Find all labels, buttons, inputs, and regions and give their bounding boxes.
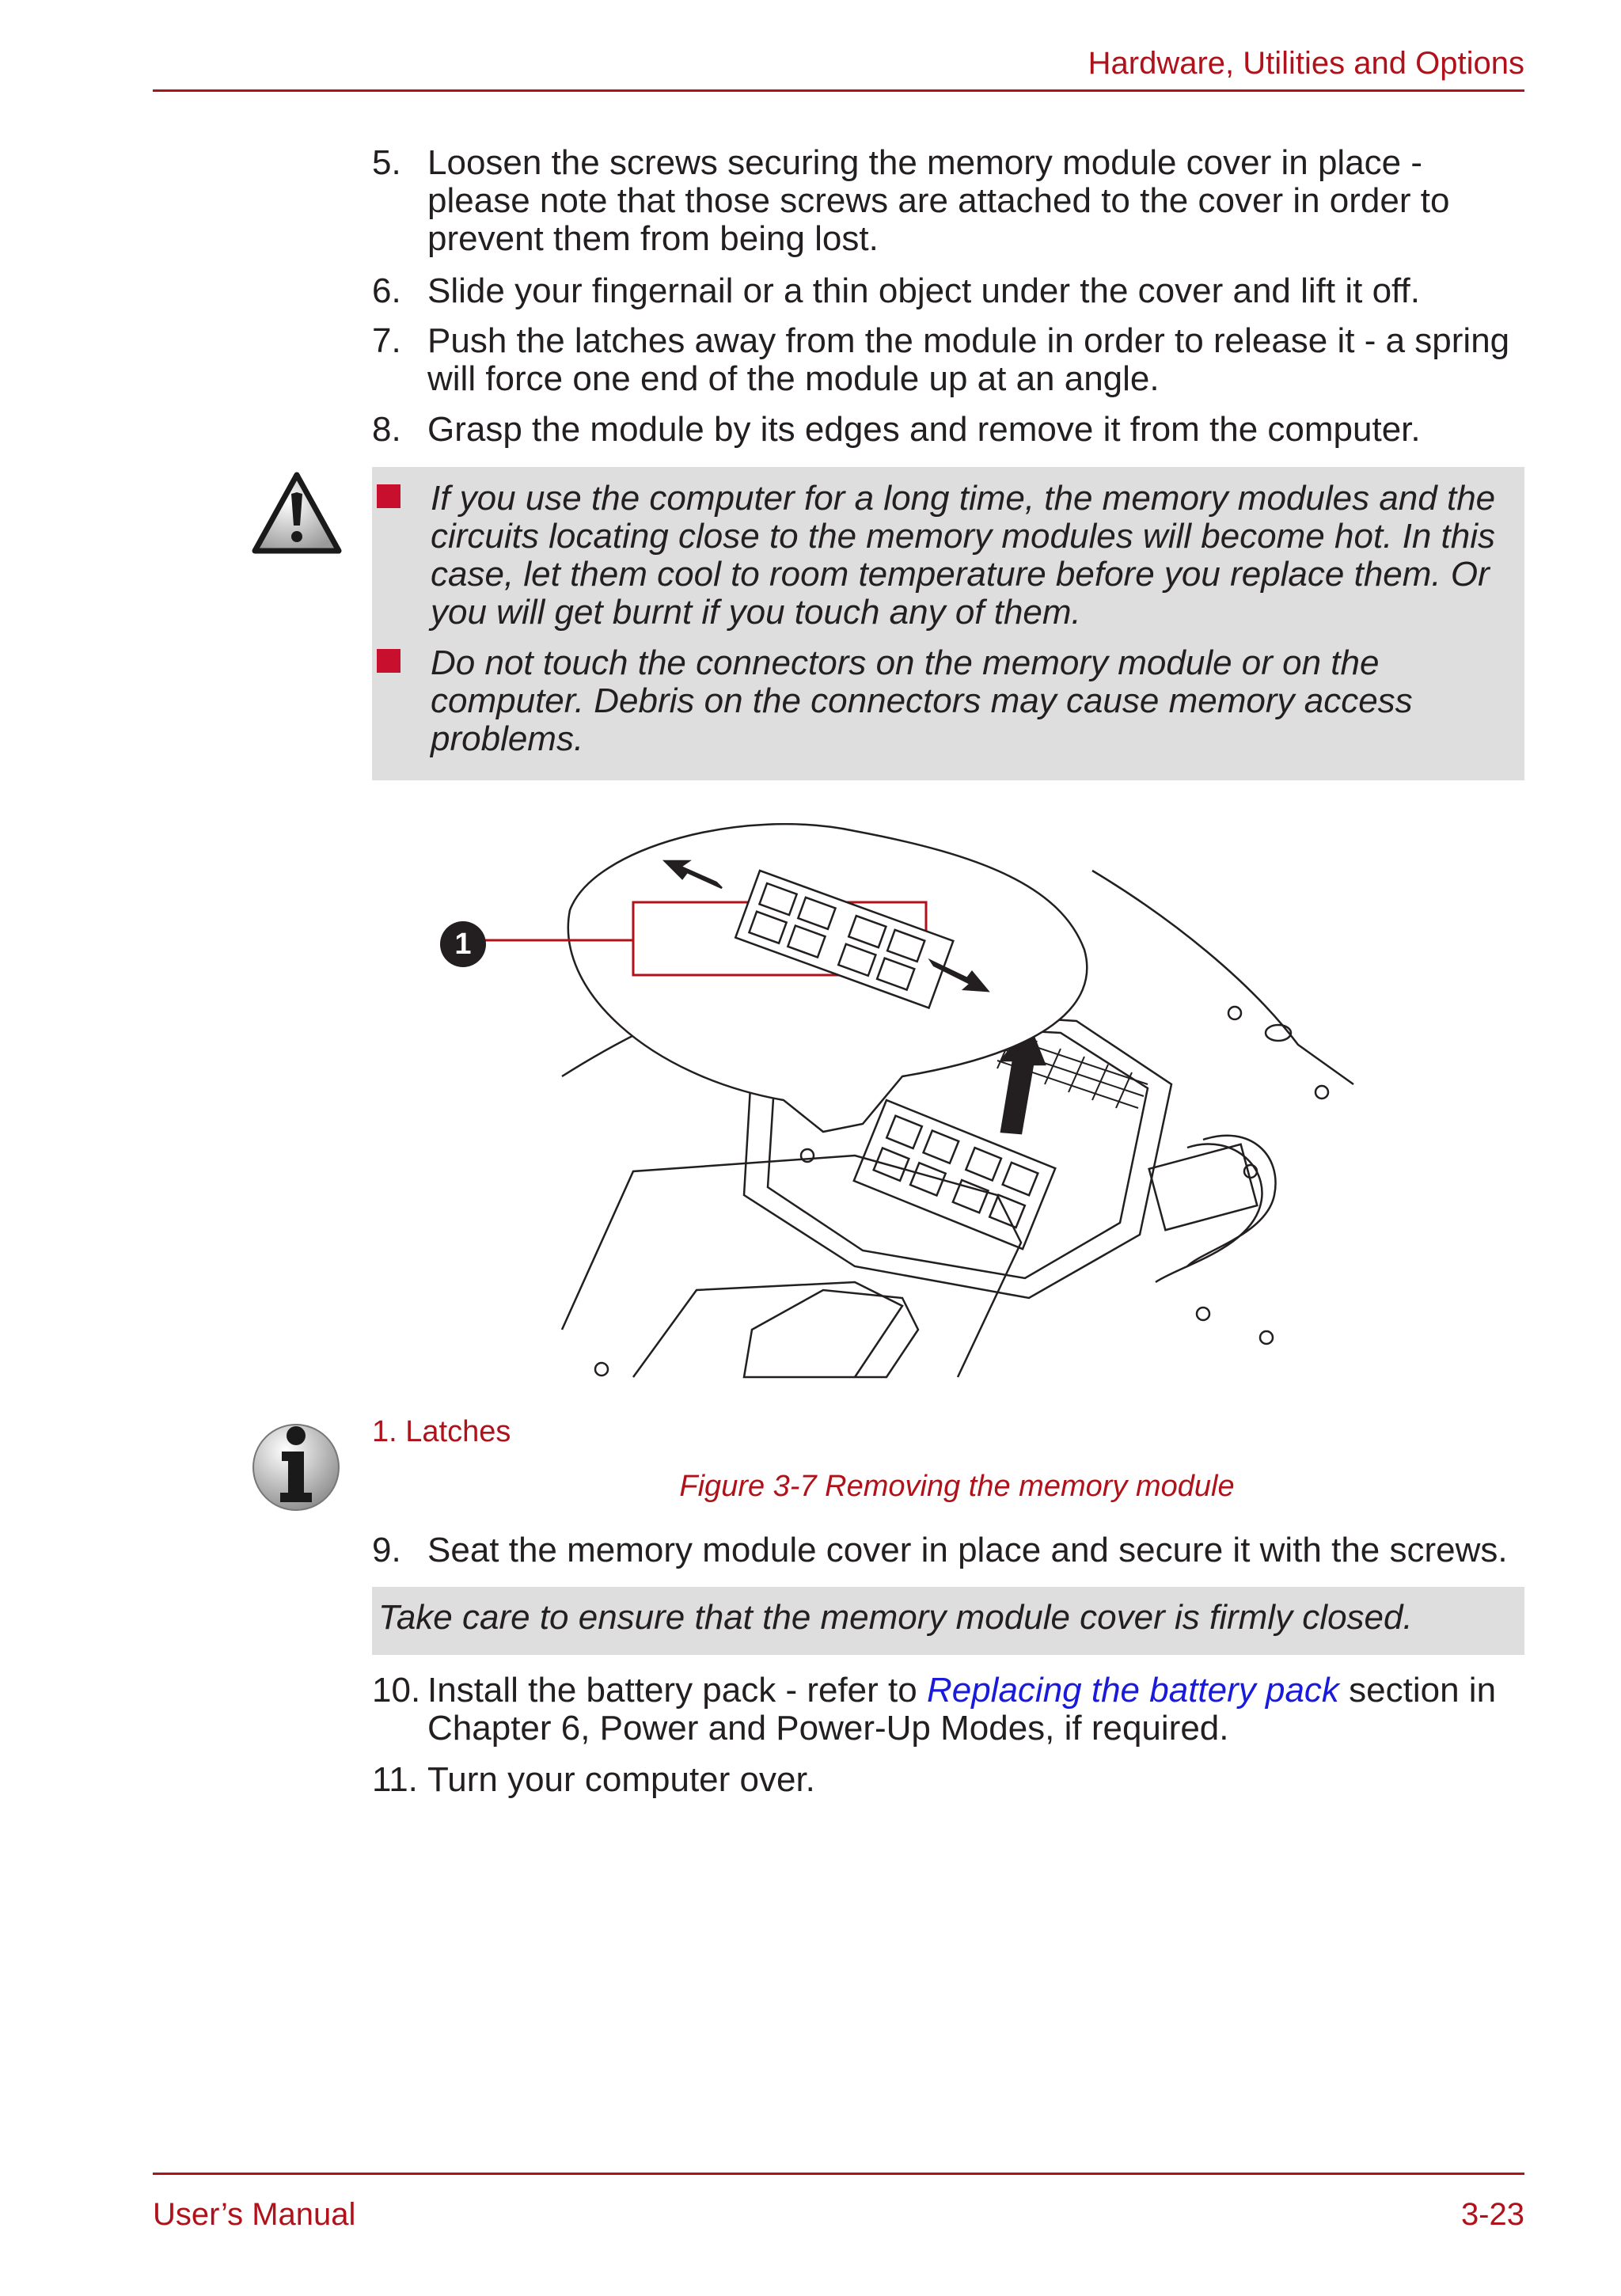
step-6 (372, 272, 1528, 310)
step-number: 10. (372, 1671, 421, 1710)
step-text (372, 1672, 1528, 1748)
step-text: Push the latches away from the module in order to release it - a spring will force one end of the module up at an angle. (427, 321, 1510, 398)
warning-bullet-1 (377, 480, 1509, 632)
step-number: 9. (372, 1531, 401, 1569)
warning-bullet-2 (377, 644, 1509, 758)
step-text-before: Install the battery pack - refer to (427, 1671, 927, 1710)
step-11 (372, 1761, 1528, 1799)
callout-badge: 1 (440, 921, 486, 967)
footer-divider (153, 2173, 1524, 2175)
figure-legend: 1. Latches (372, 1415, 511, 1448)
info-icon (252, 1417, 340, 1515)
bullet-square (377, 484, 401, 508)
step-text: Grasp the module by its edges and remove it from the computer. (427, 410, 1421, 449)
header-divider (153, 89, 1524, 92)
figure-caption: Figure 3-7 Removing the memory module (679, 1470, 1235, 1503)
step-9 (372, 1531, 1528, 1569)
step-8 (372, 411, 1528, 449)
bullet-text: Do not touch the connectors on the memory module or on the computer. Debris on the connectors may cause memory access problems. (431, 643, 1413, 758)
step-number: 11. (372, 1760, 418, 1799)
footer-manual-title: User’s Manual (153, 2197, 356, 2232)
warning-triangle-icon (252, 470, 342, 559)
running-header: Hardware, Utilities and Options (1088, 46, 1524, 81)
step-text: Slide your fingernail or a thin object under the cover and lift it off. (427, 271, 1420, 310)
bullet-text: If you use the computer for a long time, the memory modules and the circuits locating close to the memory modules will become hot. In this case, let them cool to room temperature before you replace them. Or you will get burnt if you touch any of them. (431, 479, 1496, 632)
step-5 (372, 144, 1528, 258)
step-text-after: section in Chapter 6, Power and Power-Up Modes, if required. (427, 1671, 1497, 1748)
step-text: Seat the memory module cover in place and secure it with the screws. (427, 1531, 1508, 1569)
step-number: 7. (372, 321, 401, 360)
page-number: 3-23 (1460, 2197, 1524, 2232)
step-number: 6. (372, 271, 401, 310)
bullet-square (377, 649, 401, 673)
step-10 (372, 1672, 1528, 1748)
step-number: 5. (372, 143, 401, 182)
step-text: Turn your computer over. (427, 1760, 815, 1799)
step-number: 8. (372, 410, 401, 449)
step-7 (372, 322, 1528, 398)
step-text: Loosen the screws securing the memory module cover in place - please note that those screws are attached to the cover in order to prevent them from being lost. (427, 143, 1450, 258)
memory-module-figure (412, 823, 1361, 1393)
battery-pack-link[interactable]: Replacing the battery pack (926, 1671, 1339, 1710)
info-text: Take care to ensure that the memory module cover is firmly closed. (378, 1598, 1413, 1637)
